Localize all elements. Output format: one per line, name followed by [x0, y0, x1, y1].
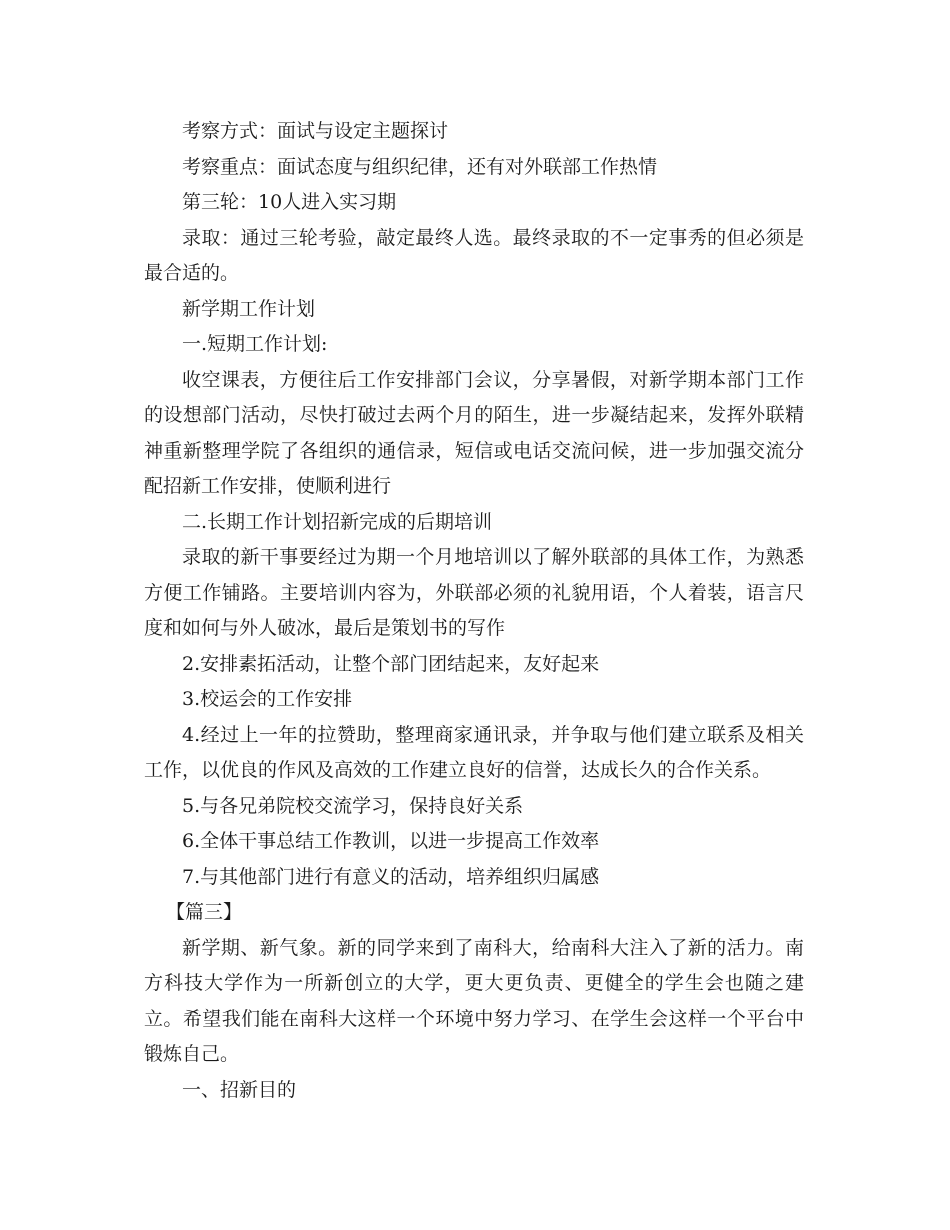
list-item-2: 2.安排素拓活动，让整个部门团结起来，友好起来 [182, 652, 600, 675]
paragraph-exam-method: 考察方式：面试与设定主题探讨 [182, 120, 449, 142]
list-item-4: 4.经过上一年的拉赞助，整理商家通讯录，并争取与他们建立联系及相关工作，以优良的作风及高效的工作建立良好的信誉，达成长久的合作关系。 [144, 723, 804, 781]
section-heading-short-term-plan: 一.短期工作计划: [182, 333, 328, 355]
paragraph-training: 录取的新干事要经过为期一个月地培训以了解外联部的具体工作，为熟悉方便工作铺路。主要培训内容为，外联部必须的礼貌用语，个人着装，语言尺度和如何与外人破冰，最后是策划书的写作 [144, 546, 804, 639]
section-heading-long-term-plan: 二.长期工作计划招新完成的后期培训 [182, 510, 493, 533]
section-heading-part-three: 【篇三】 [166, 901, 243, 923]
paragraph-admission: 录取：通过三轮考验，敲定最终人选。最终录取的不一定事秀的但必须是最合适的。 [144, 226, 804, 284]
list-item-7: 7.与其他部门进行有意义的活动，培养组织归属感 [182, 865, 600, 888]
paragraph-third-round: 第三轮：10人进入实习期 [182, 191, 397, 213]
paragraph-short-term-plan: 收空课表，方便往后工作安排部门会议，分享暑假，对新学期本部门工作的设想部门活动，尽快打破过去两个月的陌生，进一步凝结起来，发挥外联精神重新整理学院了各组织的通信录，短信或电话交流问候，进一步加强交流分配招新工作安排，使顺利进行 [144, 368, 804, 497]
section-heading-recruitment-purpose: 一、招新目的 [182, 1078, 297, 1101]
paragraph-new-semester: 新学期、新气象。新的同学来到了南科大，给南科大注入了新的活力。南方科技大学作为一所新创立的大学，更大更负责、更健全的学生会也随之建立。希望我们能在南科大这样一个环境中努力学习、在学生会这样一个平台中锻炼自己。 [144, 936, 804, 1065]
list-item-6: 6.全体干事总结工作教训，以进一步提高工作效率 [182, 830, 600, 852]
list-item-5: 5.与各兄弟院校交流学习，保持良好关系 [182, 794, 524, 817]
paragraph-exam-focus: 考察重点：面试态度与组织纪律，还有对外联部工作热情 [182, 155, 658, 178]
list-item-3: 3.校运会的工作安排 [182, 688, 353, 710]
section-heading-new-semester-plan: 新学期工作计划 [182, 297, 316, 320]
document-body [144, 114, 804, 1108]
